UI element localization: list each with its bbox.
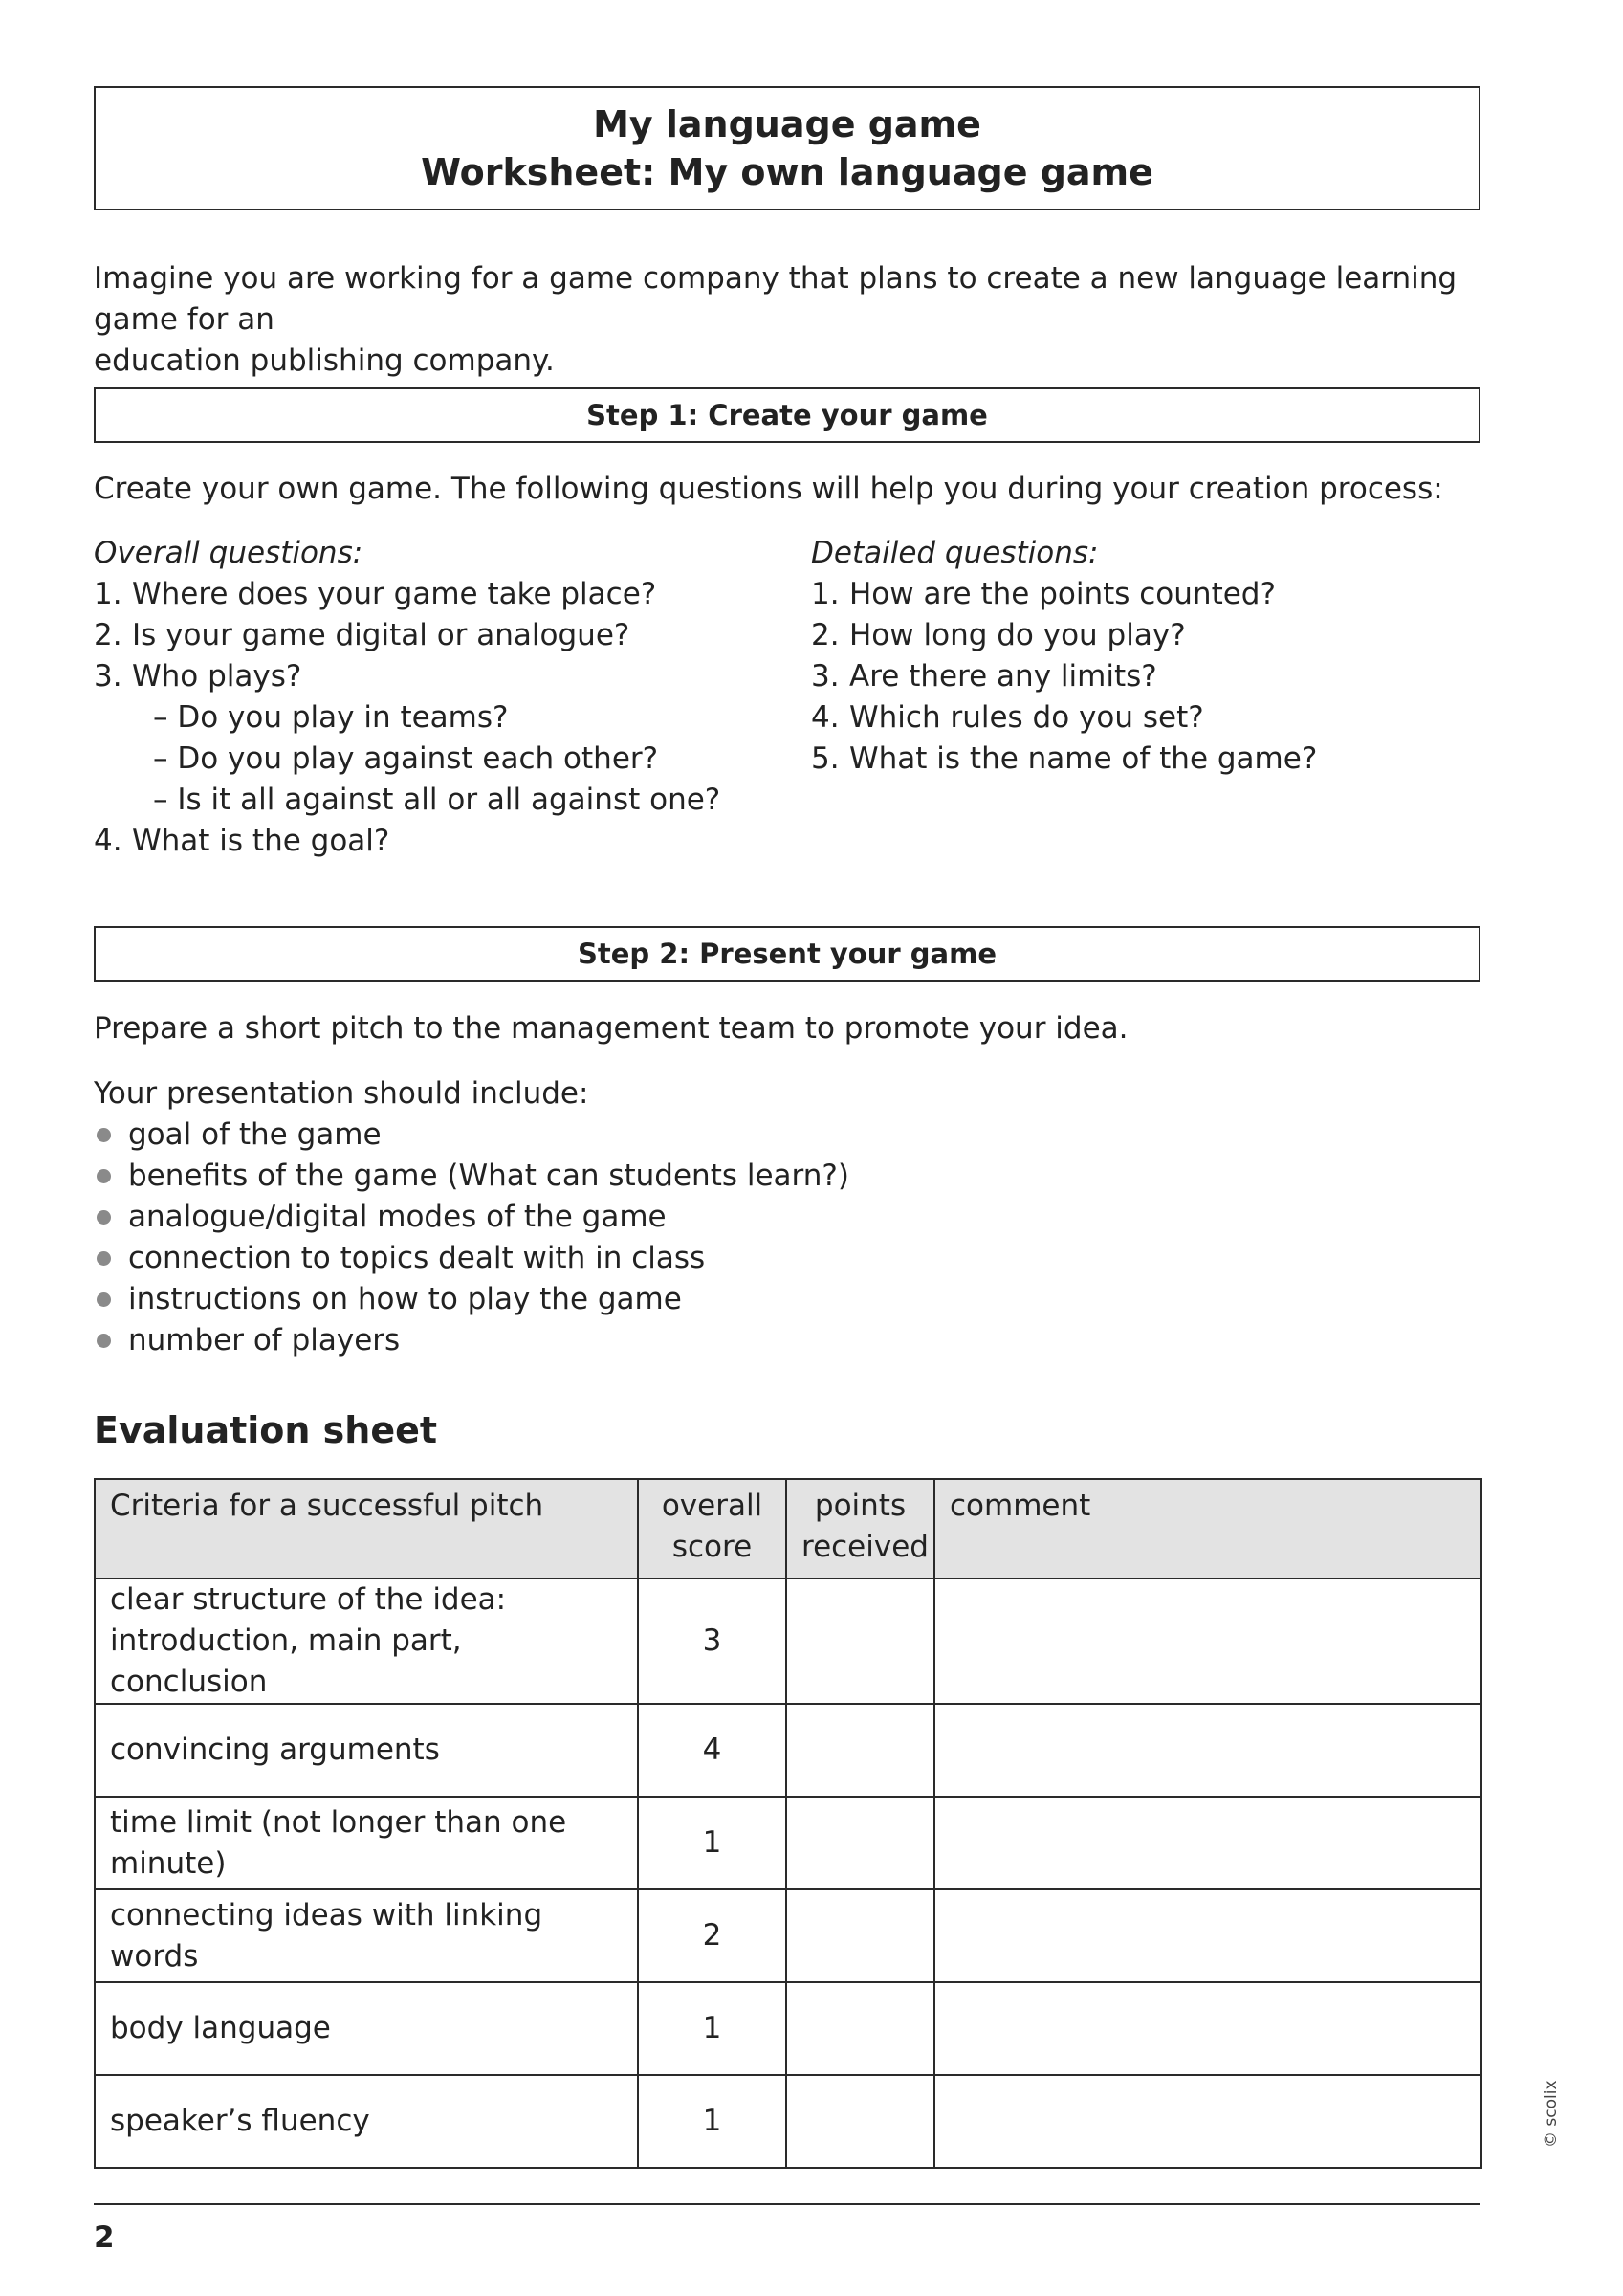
list-item-text: analogue/digital modes of the game <box>128 1200 667 1234</box>
detailed-question <box>811 739 1480 780</box>
points-received-cell[interactable] <box>786 1889 934 1982</box>
bullet-icon <box>97 1251 111 1266</box>
list-item <box>94 1320 849 1361</box>
evaluation-table <box>94 1478 1482 2169</box>
sub-question: – Do you play in teams? <box>153 700 509 735</box>
question-text: What is the goal? <box>132 824 390 858</box>
page-title: My language game <box>593 103 981 145</box>
list-item-text: benefits of the game (What can students learn?) <box>128 1159 849 1193</box>
intro-paragraph <box>94 258 1480 382</box>
detailed-question <box>811 615 1480 656</box>
points-received-cell[interactable] <box>786 1578 934 1704</box>
table-row <box>95 2075 1481 2168</box>
evaluation-heading: Evaluation sheet <box>94 1409 438 1451</box>
question-number: 1. <box>811 577 840 611</box>
bullet-icon <box>97 1210 111 1225</box>
bullet-icon <box>97 1169 111 1183</box>
criteria-cell <box>95 1578 638 1704</box>
question-number: 5. <box>811 741 840 776</box>
step2-heading: Step 2: Present your game <box>94 926 1480 982</box>
question-text: How long do you play? <box>849 618 1186 652</box>
column-header-overall-score <box>638 1479 786 1578</box>
question-number: 4. <box>94 824 122 858</box>
column-header-line: received <box>801 1530 929 1564</box>
criteria-cell: body language <box>95 1982 638 2075</box>
footer-divider <box>94 2203 1480 2205</box>
points-received-cell[interactable] <box>786 2075 934 2168</box>
table-row <box>95 1982 1481 2075</box>
comment-cell[interactable] <box>934 1797 1481 1889</box>
step2-instruction: Prepare a short pitch to the management team to promote your idea. <box>94 1011 1129 1046</box>
score-cell: 1 <box>638 1797 786 1889</box>
question-text: Are there any limits? <box>849 659 1157 694</box>
comment-cell[interactable] <box>934 1578 1481 1704</box>
question-text: Where does your game take place? <box>132 577 657 611</box>
criteria-text: introduction, main part, conclusion <box>110 1623 462 1699</box>
criteria-cell: connecting ideas with linking words <box>95 1889 638 1982</box>
question-number: 4. <box>811 700 840 735</box>
bullet-icon <box>97 1334 111 1348</box>
copyright-notice: © scolix <box>1542 2080 1561 2148</box>
sub-question: – Is it all against all or all against one? <box>153 783 721 817</box>
overall-question <box>94 615 763 656</box>
detailed-question <box>811 574 1480 615</box>
detailed-questions-heading: Detailed questions: <box>811 536 1099 570</box>
column-header-points-received <box>786 1479 934 1578</box>
comment-cell[interactable] <box>934 2075 1481 2168</box>
points-received-cell[interactable] <box>786 1982 934 2075</box>
table-header-row <box>95 1479 1481 1578</box>
points-received-cell[interactable] <box>786 1704 934 1797</box>
overall-question <box>94 821 763 862</box>
question-text: Which rules do you set? <box>849 700 1204 735</box>
list-item <box>94 1197 849 1238</box>
sub-question: – Do you play against each other? <box>153 741 659 776</box>
table-row <box>95 1889 1481 1982</box>
bullet-icon <box>97 1128 111 1142</box>
comment-cell[interactable] <box>934 1982 1481 2075</box>
column-header-criteria: Criteria for a successful pitch <box>95 1479 638 1578</box>
question-text: Is your game digital or analogue? <box>132 618 630 652</box>
presentation-bullet-list <box>94 1115 849 1361</box>
score-cell: 1 <box>638 2075 786 2168</box>
bullet-icon <box>97 1292 111 1307</box>
column-header-line: overall <box>661 1489 763 1523</box>
page-subtitle: Worksheet: My own language game <box>421 151 1153 193</box>
comment-cell[interactable] <box>934 1704 1481 1797</box>
list-item-text: connection to topics dealt with in class <box>128 1241 706 1275</box>
list-item-text: number of players <box>128 1323 401 1358</box>
column-header-line: score <box>671 1530 753 1564</box>
table-row <box>95 1578 1481 1704</box>
question-number: 1. <box>94 577 122 611</box>
detailed-questions <box>811 533 1480 780</box>
list-item-text: instructions on how to play the game <box>128 1282 682 1316</box>
list-item-text: goal of the game <box>128 1117 382 1152</box>
score-cell: 1 <box>638 1982 786 2075</box>
overall-question <box>94 656 763 697</box>
column-header-comment: comment <box>934 1479 1481 1578</box>
table-row <box>95 1704 1481 1797</box>
comment-cell[interactable] <box>934 1889 1481 1982</box>
intro-line-1: Imagine you are working for a game company that plans to create a new language learning game for an <box>94 261 1458 337</box>
criteria-cell: time limit (not longer than one minute) <box>95 1797 638 1889</box>
intro-line-2: education publishing company. <box>94 343 555 378</box>
page-number: 2 <box>94 2220 115 2255</box>
column-header-line: points <box>814 1489 907 1523</box>
list-item <box>94 1156 849 1197</box>
list-item <box>94 1279 849 1320</box>
step1-instruction: Create your own game. The following questions will help you during your creation process: <box>94 472 1443 506</box>
overall-questions <box>94 533 763 862</box>
criteria-cell: speaker’s fluency <box>95 2075 638 2168</box>
overall-question <box>94 574 763 615</box>
list-item <box>94 1115 849 1156</box>
criteria-text: clear structure of the idea: <box>110 1582 507 1617</box>
presentation-include-label: Your presentation should include: <box>94 1076 589 1111</box>
question-number: 3. <box>94 659 122 694</box>
score-cell: 4 <box>638 1704 786 1797</box>
overall-questions-heading: Overall questions: <box>94 536 363 570</box>
step1-heading: Step 1: Create your game <box>94 387 1480 443</box>
question-text: Who plays? <box>132 659 302 694</box>
detailed-question <box>811 656 1480 697</box>
table-row <box>95 1797 1481 1889</box>
question-number: 3. <box>811 659 840 694</box>
question-number: 2. <box>811 618 840 652</box>
criteria-cell: convincing arguments <box>95 1704 638 1797</box>
detailed-question <box>811 697 1480 739</box>
question-text: What is the name of the game? <box>849 741 1318 776</box>
question-text: How are the points counted? <box>849 577 1276 611</box>
question-number: 2. <box>94 618 122 652</box>
title-box <box>94 86 1480 210</box>
list-item <box>94 1238 849 1279</box>
score-cell: 2 <box>638 1889 786 1982</box>
points-received-cell[interactable] <box>786 1797 934 1889</box>
score-cell: 3 <box>638 1578 786 1704</box>
